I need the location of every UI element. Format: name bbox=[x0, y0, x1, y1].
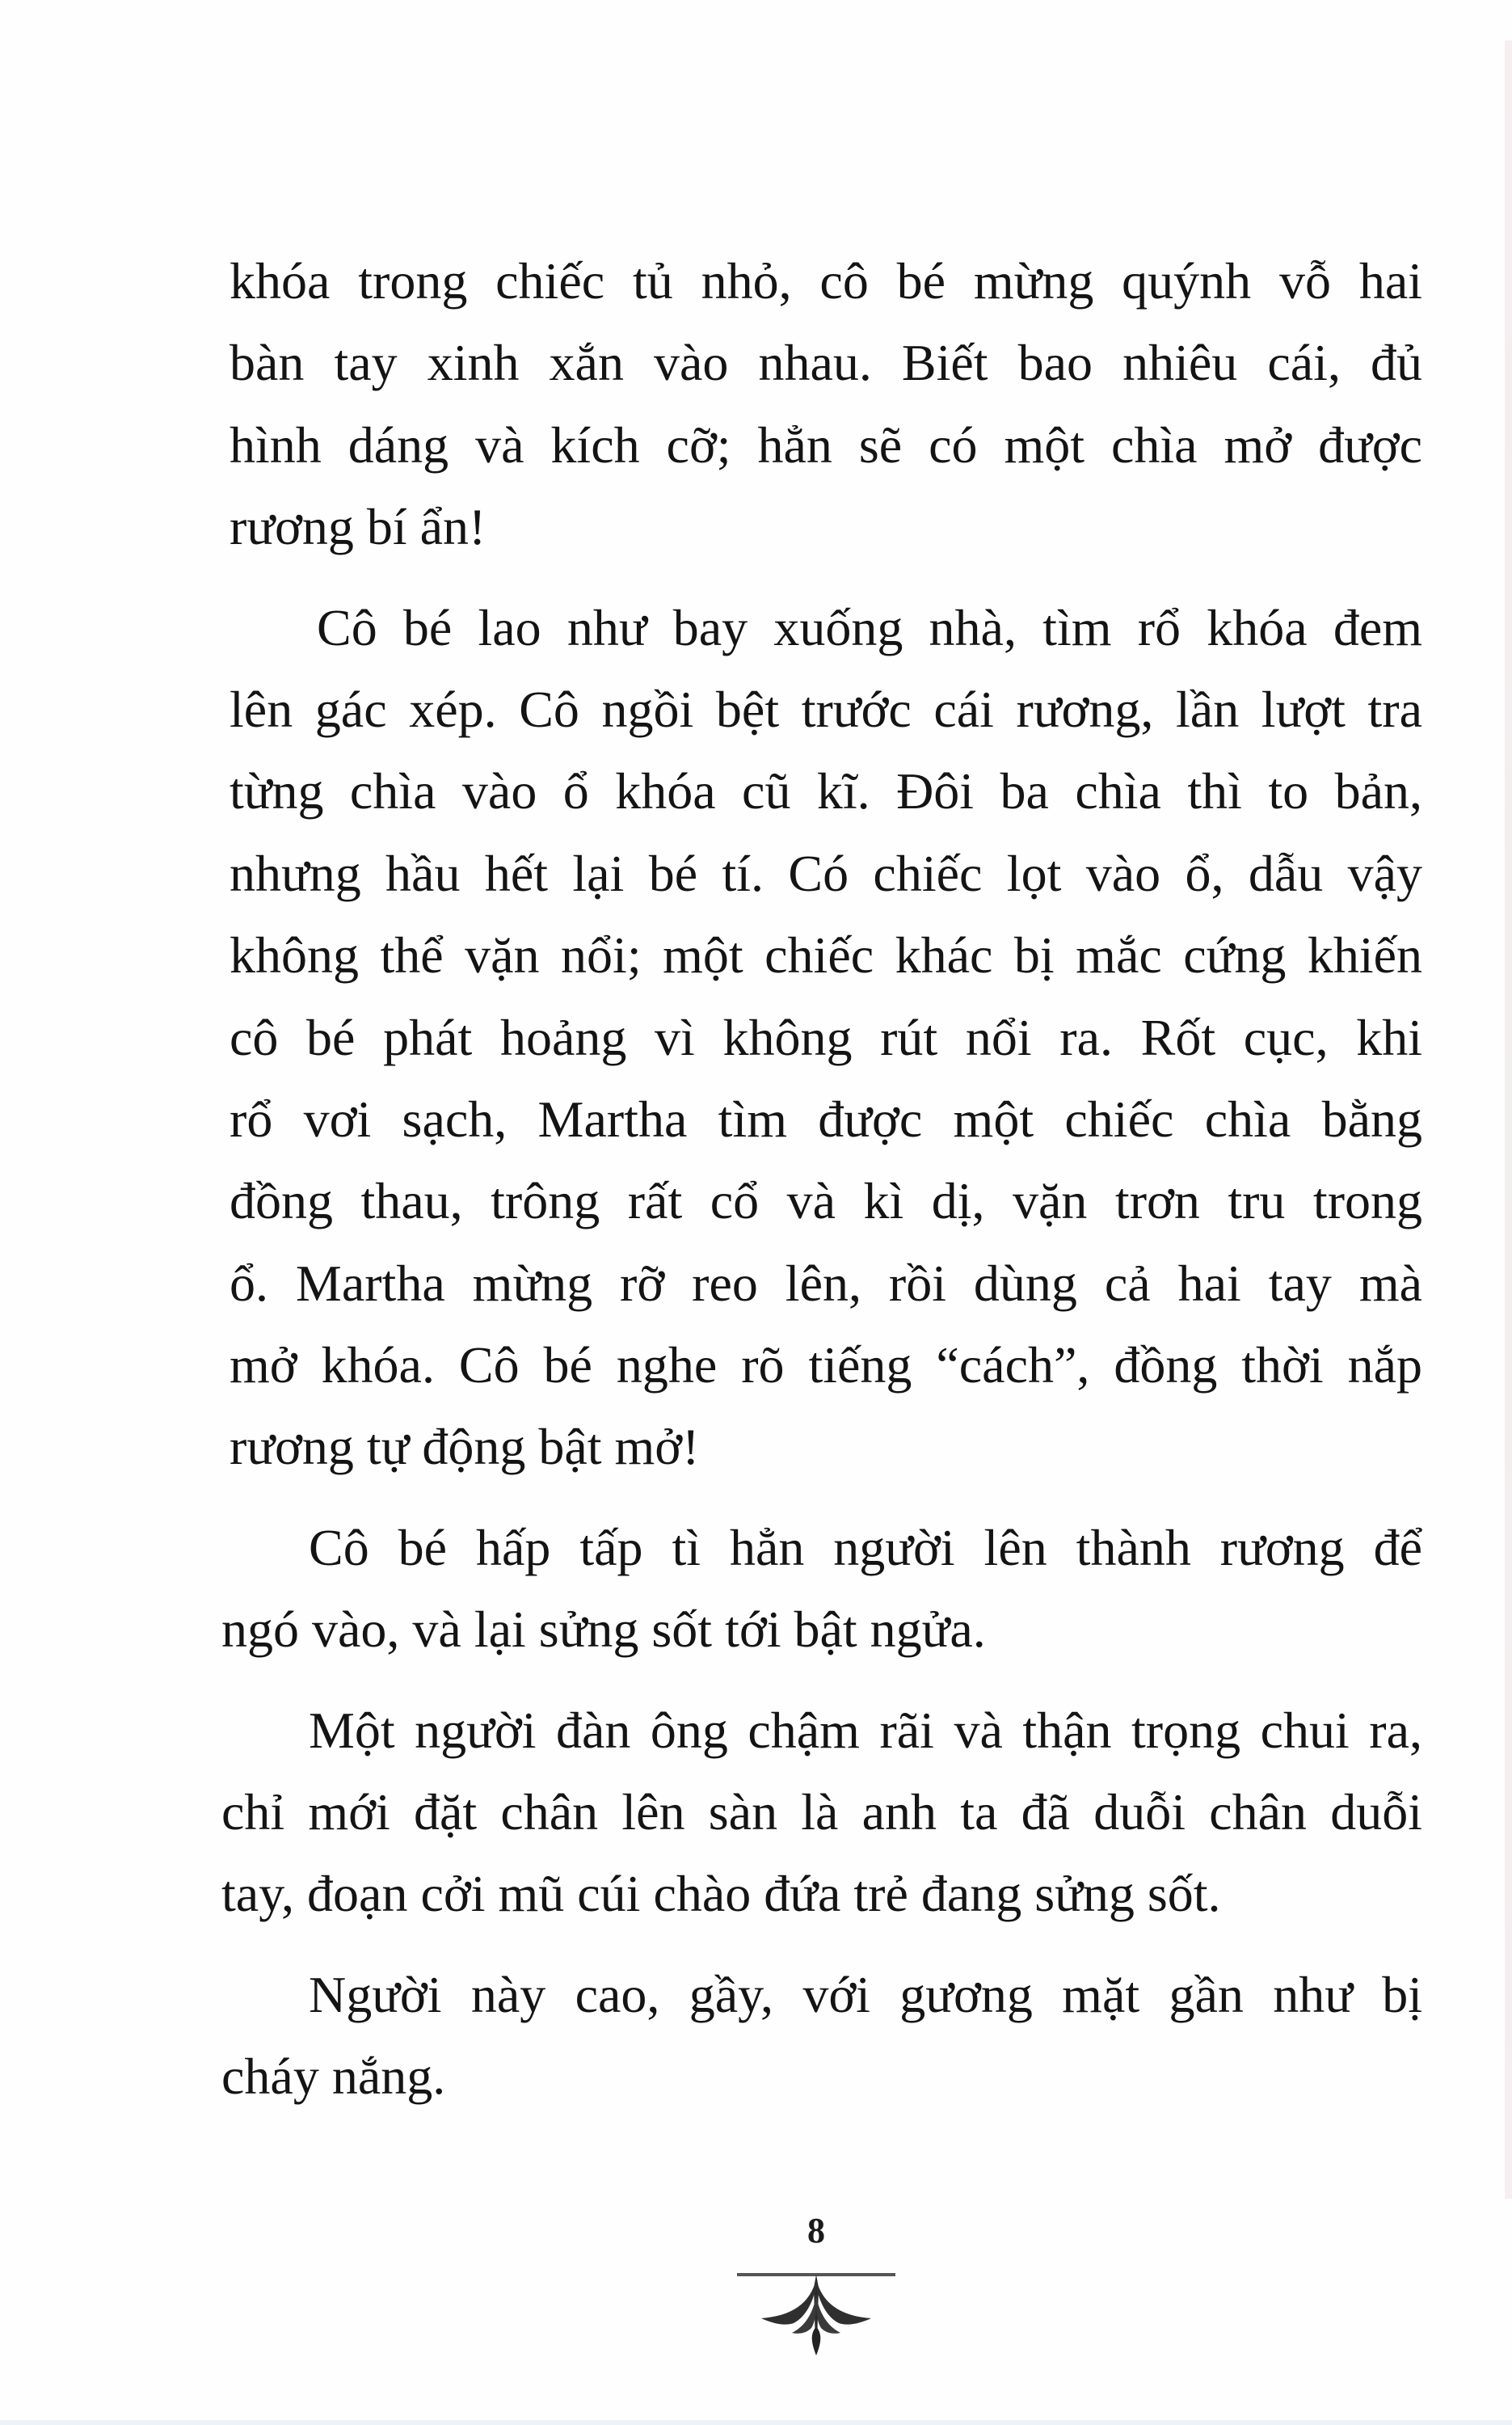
text-line: chỉ mới đặt chân lên sàn là anh ta đã duỗi chân duỗi bbox=[221, 1783, 1422, 1841]
text-line: Người này cao, gầy, với gương mặt gần như bị bbox=[309, 1965, 1422, 2023]
page-bottom-edge bbox=[0, 2420, 1512, 2425]
text-line: bàn tay xinh xắn vào nhau. Biết bao nhiêu cái, đủ bbox=[230, 334, 1422, 392]
text-line: Một người đàn ông chậm rãi và thận trọng chui ra, bbox=[309, 1701, 1422, 1759]
text-line: từng chìa vào ổ khóa cũ kĩ. Đôi ba chìa thì to bản, bbox=[230, 762, 1422, 820]
text-line: lên gác xép. Cô ngồi bệt trước cái rương, lần lượt tra bbox=[230, 680, 1422, 738]
page-edge-shadow bbox=[1505, 40, 1512, 2199]
text-line: không thể vặn nổi; một chiếc khác bị mắc cứng khiến bbox=[230, 926, 1422, 985]
text-line: ổ. Martha mừng rỡ reo lên, rồi dùng cả hai tay mà bbox=[230, 1254, 1422, 1312]
text-line: cô bé phát hoảng vì không rút nổi ra. Rốt cục, khi bbox=[230, 1008, 1422, 1066]
text-line: tay, đoạn cởi mũ cúi chào đứa trẻ đang sửng sốt. bbox=[221, 1865, 1221, 1923]
text-line: nhưng hầu hết lại bé tí. Có chiếc lọt vào ổ, dẫu vậy bbox=[230, 844, 1422, 902]
body-text bbox=[221, 240, 1422, 2136]
paragraph-5 bbox=[221, 1954, 1422, 2118]
paragraph-1 bbox=[230, 240, 1422, 568]
page-number: 8 bbox=[807, 2211, 825, 2250]
text-line: rương tự động bật mở! bbox=[230, 1418, 700, 1476]
paragraph-2 bbox=[230, 587, 1422, 1488]
text-line: mở khóa. Cô bé nghe rõ tiếng “cách”, đồng thời nắp bbox=[230, 1336, 1422, 1394]
page-footer bbox=[727, 2207, 905, 2376]
text-line: rương bí ẩn! bbox=[230, 498, 486, 556]
text-line: khóa trong chiếc tủ nhỏ, cô bé mừng quýnh vỗ hai bbox=[230, 252, 1422, 310]
text-line: ngó vào, và lại sửng sốt tới bật ngửa. bbox=[221, 1600, 986, 1659]
text-line: Cô bé lao như bay xuống nhà, tìm rổ khóa đem bbox=[317, 598, 1422, 656]
fleuron-divider-icon bbox=[735, 2255, 897, 2360]
text-line: Cô bé hấp tấp tì hẳn người lên thành rương để bbox=[309, 1518, 1422, 1576]
paragraph-3 bbox=[221, 1507, 1422, 1671]
text-line: đồng thau, trông rất cổ và kì dị, vặn trơn tru trong bbox=[230, 1172, 1422, 1230]
text-line: hình dáng và kích cỡ; hẳn sẽ có một chìa mở được bbox=[230, 415, 1422, 474]
paragraph-4 bbox=[221, 1689, 1422, 1935]
text-line: cháy nắng. bbox=[221, 2048, 446, 2106]
text-line: rổ vơi sạch, Martha tìm được một chiếc chìa bằng bbox=[230, 1090, 1422, 1148]
